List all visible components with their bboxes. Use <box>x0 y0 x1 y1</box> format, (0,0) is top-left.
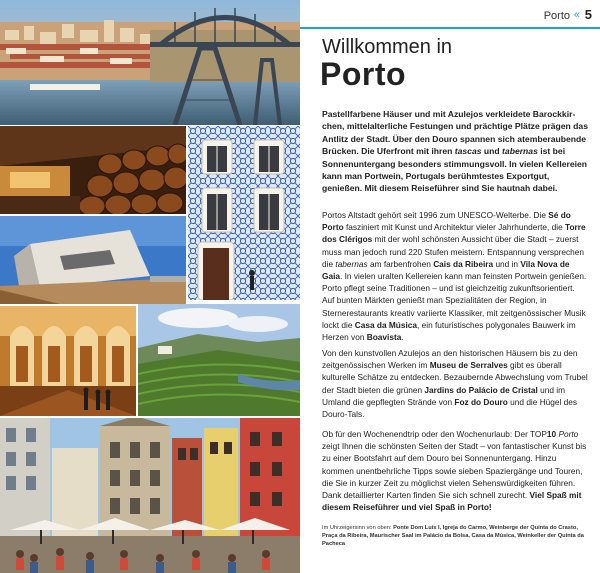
section-name: Porto <box>543 10 570 22</box>
bold-term: Sé do Porto <box>322 210 571 233</box>
bold-term: Torre dos Clérigos <box>322 222 586 245</box>
text-run: Pastellfarbene Häuser und mit Azulejos verkleidete Barockkirchen, mittelalterliche Festungen und prächtige Plätze prägen das Antlitz der Stadt. Über den Douro spannen sich atemberaubende Brücken. Die Uferfront mit ihren <box>322 109 588 157</box>
text-run: ist bei Sonnenuntergang besonders stimmungsvoll. In vielen Kellereien kann man Portwein, Portugals berühmtestes Exportgut, genießen. Mit diesem Reiseführer sind Sie hautnah dabei. <box>322 146 588 194</box>
bold-term: Casa da Música <box>354 319 418 330</box>
photo-credits <box>322 524 592 548</box>
italic-term: tabernas <box>335 258 368 269</box>
text-run: . In vielen uralten Kellereien kann man feinsten Portwein genießen. Porto pflegt seine Traditionen – und ist gleichzeitig zukunftsorientiert. Auf bunten Märkten genießt man Spezialitäten der Region, in Sternerestaurants kreativ variierte Klassiker, mit zeitgenössischer Musik lockt die <box>322 271 587 330</box>
body-paragraph-1 <box>322 209 588 343</box>
bold-term: Museu de Serralves <box>429 360 508 371</box>
text-run: und in <box>493 258 521 269</box>
text-run: am farbenfrohen <box>367 258 434 269</box>
text-run: Portos Altstadt gehört seit 1996 zum UNESCO-Welterbe. Die <box>322 210 549 220</box>
body-paragraph-3 <box>322 428 588 513</box>
text-run: fasziniert mit Kunst und Architektur vieler Jahrhunderte, die <box>343 222 566 233</box>
bold-term: Jardins do Palácio de Cristal <box>424 384 538 395</box>
body-paragraph-2 <box>322 347 588 420</box>
intro-paragraph <box>322 108 588 195</box>
photo-casa-da-musica <box>0 216 186 304</box>
section-separator-icon: « <box>573 9 580 21</box>
text-run: Ob für den Wochenendtrip oder den Wochenurlaub: Der TOP <box>322 429 547 439</box>
photo-igreja-do-carmo <box>188 126 300 300</box>
photo-quinta-do-crasto <box>138 304 300 416</box>
italic-term: tascas <box>454 146 482 157</box>
italic-term: tabernas <box>502 146 538 157</box>
bold-term: Ponte Dom Luís I, Igreja do Carmo, Weinberge der Quinta do Crasto, Praça da Ribeira, Maurischer Saal im Palácio da Bolsa, Casa da Música, Weinkeller der Quinta da Pacheca <box>322 525 584 547</box>
page-title-line1: Willkommen in <box>322 36 453 58</box>
photo-ponte-dom-luis <box>0 0 300 125</box>
bold-term: 10 <box>546 429 557 439</box>
bold-term: Foz do Douro <box>454 396 508 407</box>
text-run: . <box>401 332 404 343</box>
text-run: gibt es überall kulturelle Schätze zu entdecken. Bezaubernde Abwechslung vom Trubel der Stadt bieten die grünen <box>322 360 588 395</box>
text-run: Von den kunstvollen Azulejos an den historischen Häusern bis zu den zeitgenössischen Werken im <box>322 348 578 371</box>
text-run: Im Uhrzeigersinn von oben: <box>322 525 394 531</box>
page-header <box>300 0 600 30</box>
text-run: und die Hügel des Douro-Tals. <box>322 396 578 420</box>
header-rule <box>300 27 600 29</box>
bold-term: Viel Spaß mit diesem Reiseführer und viel Spaß in Porto! <box>322 490 582 513</box>
photo-palacio-da-bolsa <box>0 306 136 416</box>
bold-term: Boavista <box>366 332 402 343</box>
photo-wine-cellar <box>0 126 186 214</box>
text-run: und im Umland die gepflegten Strände von <box>322 384 566 407</box>
page-number: 5 <box>584 7 592 22</box>
text-run: mit der wohl schönsten Aussicht über die Stadt – zuerst muss man jedoch rund 220 Stufen meistern. Entspannung versprechen die <box>322 234 584 269</box>
text-run: und <box>481 146 503 157</box>
text-run: , ein futuristisches polygonales Bauwerk im Herzen von <box>322 319 576 343</box>
text-run: zeigt Ihnen die schönsten Seiten der Stadt – von fantastischer Kunst bis zu einer Bootsfahrt auf dem Douro bei Sonnenuntergang. Hinzu kommen unentbehrliche Tipps sowie sieben Spaziergänge und Touren, die Sie in kurzer Zeit zu möglichst vielen Sehenswürdigkeiten führen. Dank detaillierter Karten finden Sie sich schnell zurecht. <box>322 441 587 501</box>
bold-term: Vila Nova de Gaia <box>322 258 570 282</box>
page-title-line2: Porto <box>320 56 407 92</box>
italic-term: Porto <box>558 429 579 439</box>
photo-praca-da-ribeira <box>0 418 300 573</box>
bold-term: Cais da Ribeira <box>433 258 494 269</box>
